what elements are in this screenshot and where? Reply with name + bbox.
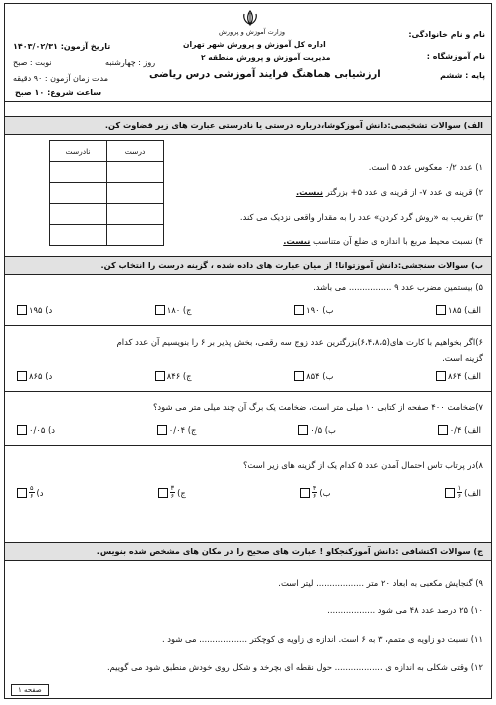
answer-cell[interactable]	[50, 183, 107, 204]
divider	[5, 445, 491, 446]
exam-sheet	[4, 3, 492, 699]
ministry-line: وزارت آموزش و پرورش	[219, 28, 286, 36]
checkbox[interactable]	[17, 371, 27, 381]
exam-title: ارزشیابی هماهنگ فرایند آموزشی درس ریاضی	[149, 69, 381, 80]
question-12: ۱۲) وقتی شکلی به اندازه ی .................. حول نقطه ای بچرخد و شکل روی خودش منطبق شود می گوییم.	[106, 662, 483, 672]
exam-day: روز : چهارشنبه	[105, 58, 156, 67]
checkbox[interactable]	[17, 305, 27, 315]
question-3: ۳) تقریب به «روش گرد کردن» عدد را به مقدار واقعی نزدیک می کند.	[239, 212, 483, 222]
answer-cell[interactable]	[50, 225, 107, 246]
section-b-title-bar	[5, 256, 491, 275]
fraction: $\frac{۴}{۶}$	[312, 484, 317, 500]
checkbox[interactable]	[300, 488, 310, 498]
col-header-true: درست	[107, 141, 164, 162]
section-a-title: الف) سوالات تشخیصی:دانش آموزکوشا،درباره درستی یا نادرستی عبارت های زیر قضاوت کن.	[104, 120, 483, 130]
exam-shift: نوبت : صبح	[13, 58, 52, 67]
question-4: ۴) نسبت محیط مربع با اندازه ی ضلع آن متناسب نیست.	[283, 236, 483, 246]
answer-cell[interactable]	[107, 183, 164, 204]
answer-cell[interactable]	[50, 204, 107, 225]
option-b[interactable]: ب) ۸۵۴	[294, 371, 333, 381]
exam-date: تاریخ آزمون: ۱۴۰۳/۰۲/۳۱	[13, 42, 111, 51]
grade-label: پایه : ششم	[440, 71, 485, 80]
exam-start: ساعت شروع: ۱۰ صبح	[15, 88, 102, 97]
question-5: ۵) بیستمین مضرب عدد ۹ ................ می باشد.	[313, 282, 483, 292]
checkbox[interactable]	[157, 425, 167, 435]
option-c[interactable]: ج) ۱۸۰	[155, 305, 192, 315]
option-c[interactable]: ج) ۰/۰۴	[157, 425, 197, 435]
option-d[interactable]: د) ۱۹۵	[17, 305, 52, 315]
checkbox[interactable]	[294, 371, 304, 381]
checkbox[interactable]	[436, 305, 446, 315]
question-2: ۲) قرینه ی عدد ۷- از قرینه ی عدد ۵+ بزرگتر نیست.	[295, 187, 483, 197]
option-a[interactable]: الف) ۰/۴	[438, 425, 481, 435]
true-false-table	[49, 140, 164, 246]
answer-cell[interactable]	[107, 162, 164, 183]
option-b[interactable]: ب) ۰/۵	[298, 425, 336, 435]
checkbox[interactable]	[445, 488, 455, 498]
option-a[interactable]: الف) ۸۶۴	[436, 371, 481, 381]
question-10: ۱۰) ۲۵ درصد عدد ۴۸ می شود ..................	[327, 605, 483, 615]
question-6-line-2: گزینه است.	[442, 353, 483, 363]
answer-cell[interactable]	[107, 204, 164, 225]
question-6-options	[17, 371, 481, 381]
page-number: صفحه ۱	[11, 684, 49, 696]
option-c[interactable]: ج) $\frac{۳}{۶}$	[158, 485, 186, 500]
checkbox[interactable]	[17, 488, 27, 498]
question-5-options	[17, 305, 481, 315]
option-c[interactable]: ج) ۸۴۶	[155, 371, 192, 381]
checkbox[interactable]	[158, 488, 168, 498]
question-8-options	[17, 485, 481, 500]
option-d[interactable]: د) ۸۶۵	[17, 371, 52, 381]
question-8: ۸)در پرتاب تاس احتمال آمدن عدد ۵ کدام یک از گزینه های زیر است؟	[242, 460, 483, 470]
divider	[5, 391, 491, 392]
section-b-title: ب) سوالات سنجشی:دانش آموزتوانا! از میان عبارت های داده شده ، گزینه درست را انتخاب کن.	[100, 260, 483, 270]
checkbox[interactable]	[298, 425, 308, 435]
checkbox[interactable]	[438, 425, 448, 435]
checkbox[interactable]	[155, 371, 165, 381]
checkbox[interactable]	[17, 425, 27, 435]
section-a-title-bar	[5, 116, 491, 135]
question-11: ۱۱) نسبت دو زاویه ی متمم، ۳ به ۶ است. اندازه ی زاویه ی کوچکتر .................. می شود .	[161, 634, 483, 644]
option-d[interactable]: د) $\frac{۵}{۶}$	[17, 485, 44, 500]
header-divider	[5, 101, 491, 102]
question-6-line-1: ۶)اگر بخواهیم با کارت های(۶،۴،۸،۵)بزرگترین عدد زوج سه رقمی، بخش پذیر بر ۶ را بنویسیم آن عدد کدام	[116, 337, 483, 347]
checkbox[interactable]	[155, 305, 165, 315]
org-line-1: اداره کل آموزش و پرورش شهر تهران	[183, 40, 326, 49]
question-7: ۷)ضخامت ۴۰۰ صفحه از کتابی ۱۰ میلی متر است، ضخامت یک برگ آن چند میلی متر می شود؟	[152, 402, 483, 412]
option-b[interactable]: ب) $\frac{۴}{۶}$	[300, 485, 331, 500]
fraction: $\frac{۵}{۶}$	[30, 484, 34, 500]
option-a[interactable]: الف) $\frac{۱}{۶}$	[445, 485, 481, 500]
fraction: $\frac{۳}{۶}$	[170, 484, 175, 500]
option-d[interactable]: د) ۰/۰۵	[17, 425, 55, 435]
answer-cell[interactable]	[107, 225, 164, 246]
exam-duration: مدت زمان آزمون : ۹۰ دقیقه	[13, 74, 109, 83]
name-label: نام و نام خانوادگی:	[408, 30, 485, 39]
checkbox[interactable]	[436, 371, 446, 381]
section-c-title-bar	[5, 542, 491, 561]
org-line-2: مدیریت آموزش و پرورش منطقه ۲	[201, 53, 331, 62]
section-c-title: ج) سوالات اکتشافی :دانش آموزکنجکاو ! عبارت های صحیح را در مکان های مشخص شده بنویس.	[96, 546, 483, 556]
answer-cell[interactable]	[50, 162, 107, 183]
question-7-options	[17, 425, 481, 435]
question-1: ۱) عدد ۰/۲ معکوس عدد ۵ است.	[368, 162, 483, 172]
col-header-false: نادرست	[50, 141, 107, 162]
checkbox[interactable]	[294, 305, 304, 315]
fraction: $\frac{۱}{۶}$	[457, 484, 462, 500]
question-9: ۹) گنجایش مکعبی به ابعاد ۲۰ متر .................. لیتر است.	[278, 578, 483, 588]
iran-emblem-icon	[241, 10, 259, 26]
option-b[interactable]: ب) ۱۹۰	[294, 305, 333, 315]
school-label: نام آموزشگاه :	[426, 52, 485, 61]
divider	[5, 325, 491, 326]
option-a[interactable]: الف) ۱۸۵	[436, 305, 481, 315]
